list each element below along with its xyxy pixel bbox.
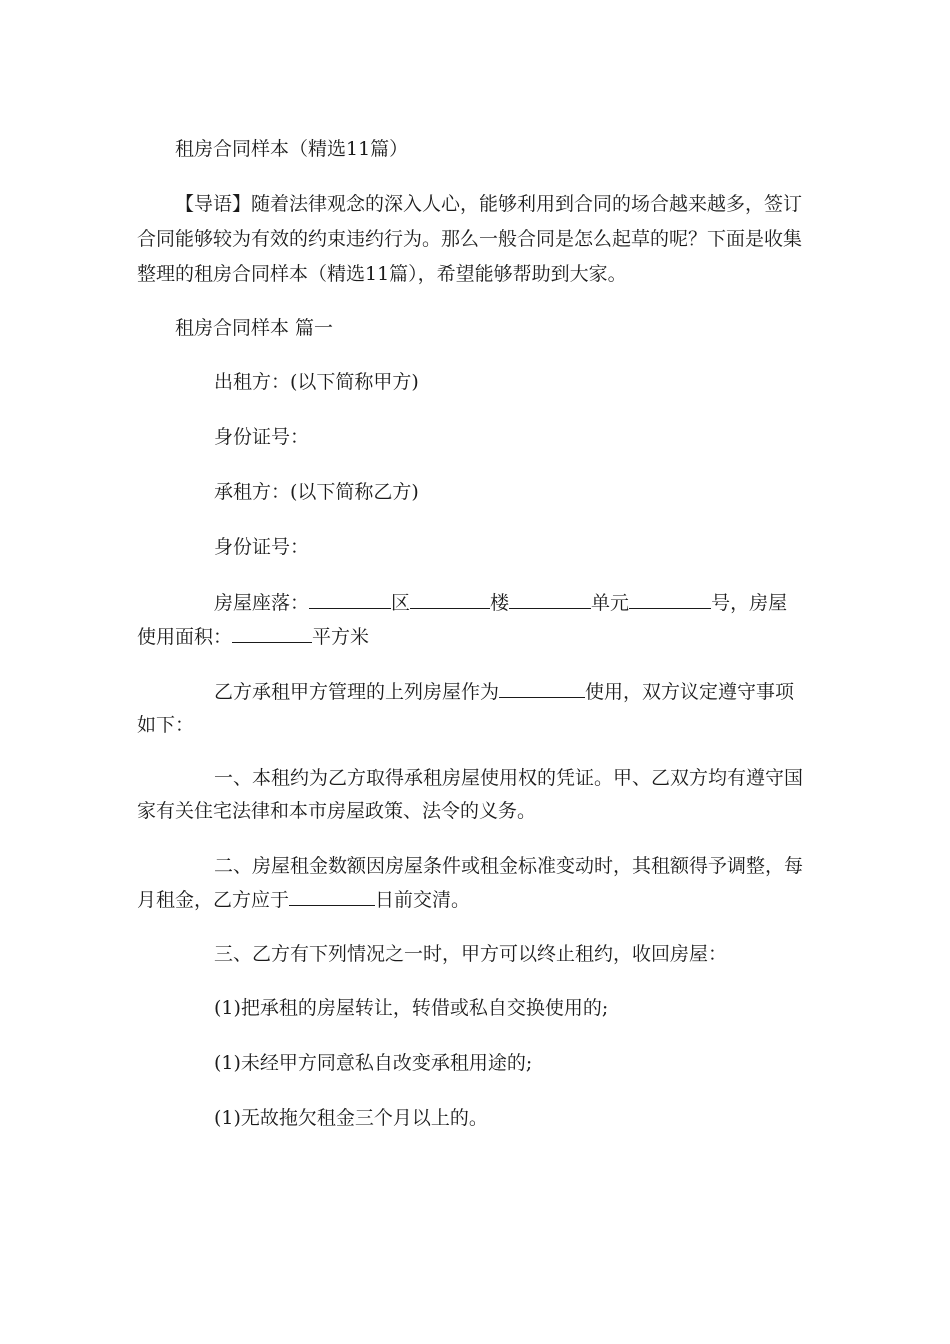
number-blank [629, 590, 711, 609]
purpose-line [214, 679, 794, 704]
area-prefix: 使用面积： [137, 626, 233, 648]
purpose-prefix: 乙方承租甲方管理的上列房屋作为 [214, 681, 500, 703]
area-unit: 平方米 [312, 626, 370, 648]
intro-line: 合同能够较为有效的约束违约行为。那么一般合同是怎么起草的呢？下面是收集 [137, 228, 803, 250]
clause-1-line: 一、本租约为乙方取得承租房屋使用权的凭证。甲、乙双方均有遵守国 [214, 767, 804, 789]
payment-day-blank [289, 887, 375, 906]
clause-2-prefix: 月租金，乙方应于 [137, 889, 290, 911]
list-item: (1)无故拖欠租金三个月以上的。 [214, 1107, 488, 1129]
location-prefix: 房屋座落： [214, 592, 310, 614]
purpose-suffix: 使用，双方议定遵守事项 [585, 681, 795, 703]
clause-2-suffix: 日前交清。 [375, 889, 471, 911]
building-label: 楼 [490, 592, 510, 614]
clause-3-line: 三、乙方有下列情况之一时，甲方可以终止租约，收回房屋： [214, 943, 728, 965]
number-label: 号，房屋 [711, 592, 788, 614]
district-blank [309, 590, 391, 609]
purpose-line-2: 如下： [137, 714, 195, 736]
unit-label: 单元 [591, 592, 630, 614]
clause-2-line: 二、房屋租金数额因房屋条件或租金标准变动时，其租额得予调整，每 [214, 855, 804, 877]
purpose-blank [499, 679, 585, 698]
lessor-line: 出租方：(以下简称甲方) [214, 371, 419, 393]
location-line [214, 590, 787, 615]
id-number-line: 身份证号： [214, 536, 310, 558]
area-blank [232, 624, 312, 643]
lessee-line: 承租方：(以下简称乙方) [214, 481, 419, 503]
district-label: 区 [391, 592, 411, 614]
id-number-line: 身份证号： [214, 426, 310, 448]
document-title: 租房合同样本（精选11篇） [175, 138, 409, 160]
unit-blank [509, 590, 591, 609]
clause-2-line-2 [137, 887, 470, 912]
list-item: (1)把承租的房屋转让，转借或私自交换使用的; [214, 997, 609, 1019]
building-blank [410, 590, 490, 609]
list-item: (1)未经甲方同意私自改变承租用途的; [214, 1052, 533, 1074]
clause-1-line: 家有关住宅法律和本市房屋政策、法令的义务。 [137, 800, 537, 822]
intro-line: 整理的租房合同样本（精选11篇），希望能够帮助到大家。 [137, 263, 627, 285]
section-title: 租房合同样本 篇一 [175, 317, 334, 339]
area-line [137, 624, 369, 649]
intro-line: 【导语】随着法律观念的深入人心，能够利用到合同的场合越来越多，签订 [175, 193, 803, 215]
